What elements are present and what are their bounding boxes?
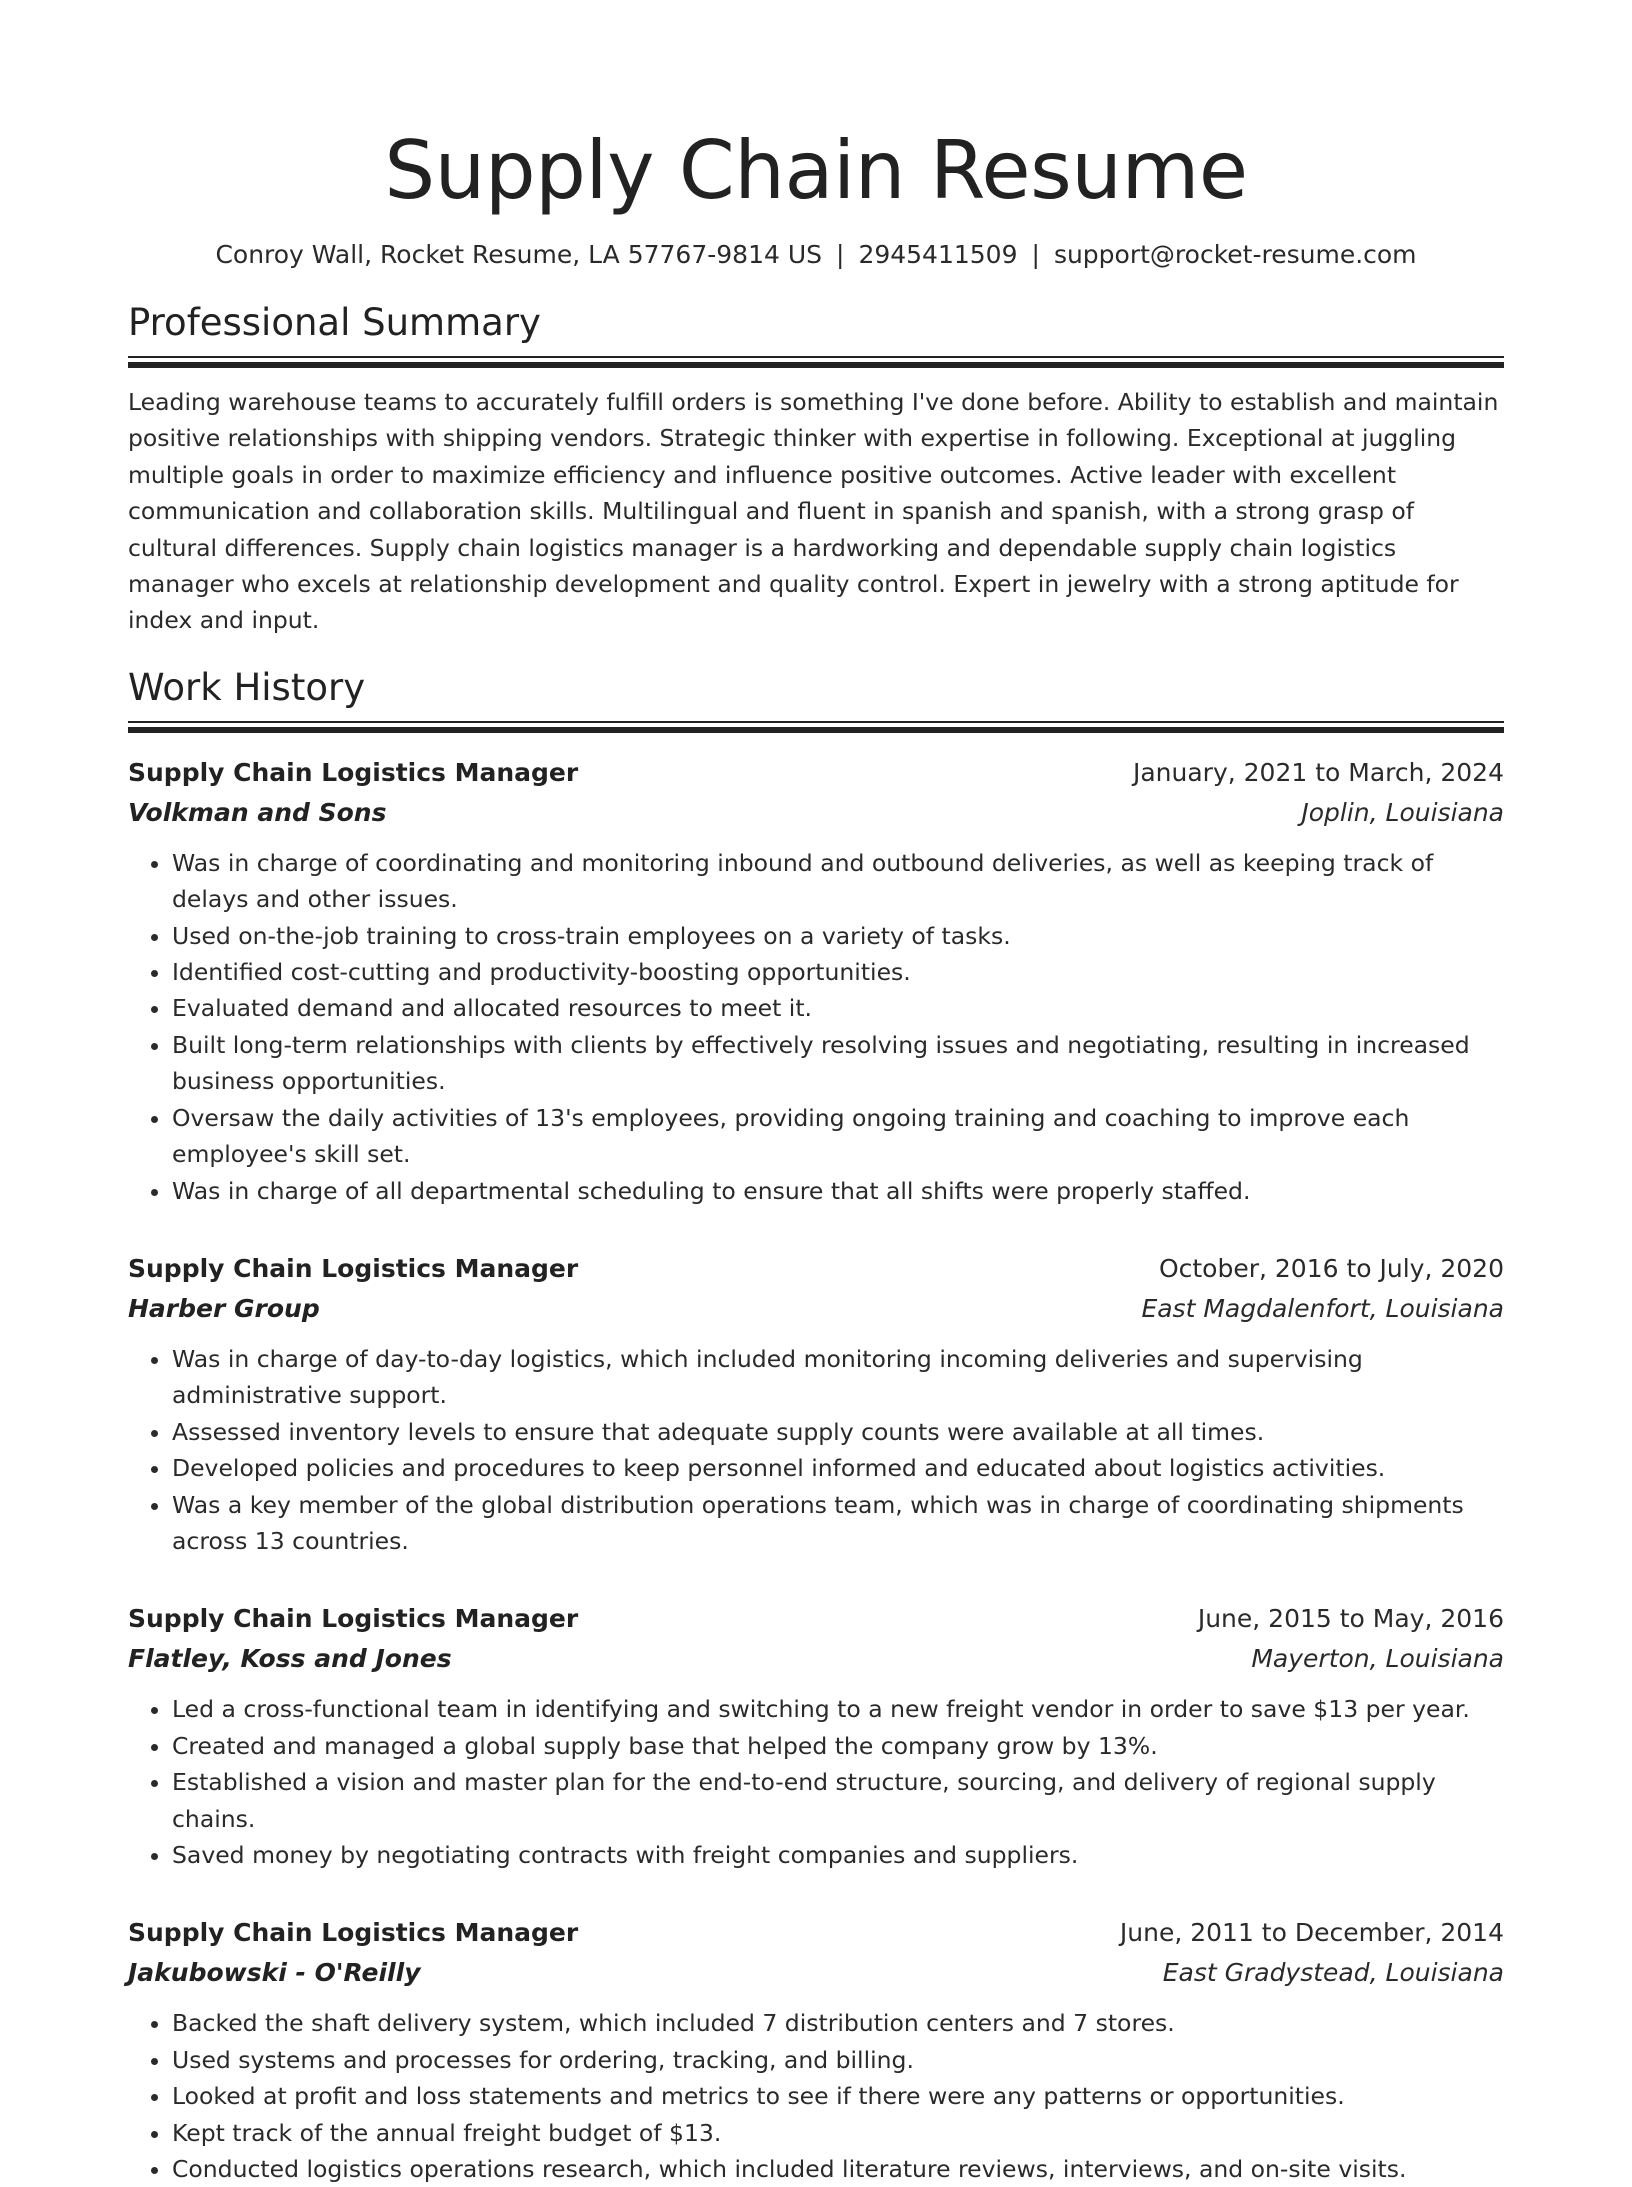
job-company: Harber Group — [128, 1293, 320, 1323]
job-title: Supply Chain Logistics Manager — [128, 757, 579, 787]
summary-text: Leading warehouse teams to accurately fulfill orders is something I've done before. Ability to establish and maintain positive relationships with shipping vendors. Strategic thinker with expertise in following. Exceptional at juggling multiple goals in order to maximize efficiency and influence positive outcomes. Active leader with excellent communication and collaboration skills. Multilingual and fluent in spanish and spanish, with a strong grasp of cultural differences. Supply chain logistics manager is a hardworking and dependable supply chain logistics manager who excels at relationship development and quality control. Expert in jewelry with a strong aptitude for index and input. — [128, 388, 1499, 635]
job-bullet: • Oversaw the daily activities of 13's employees, providing ongoing training and coaching to improve each employee's skill set. — [172, 1100, 1504, 1173]
job-dates: June, 2011 to December, 2014 — [1119, 1918, 1504, 1948]
job-bullet-list — [128, 1341, 1504, 1559]
job-entry — [128, 1249, 1504, 1559]
job-location: Mayerton, Louisiana — [1251, 1644, 1504, 1674]
job-company-row — [128, 1953, 1504, 1993]
work-history-section — [128, 665, 1504, 2187]
job-dates: January, 2021 to March, 2024 — [1132, 757, 1504, 787]
job-company-row — [128, 1639, 1504, 1679]
professional-summary-section — [128, 300, 1504, 639]
contact-phone: 2945411509 — [858, 240, 1018, 269]
section-heading-summary: Professional Summary — [128, 301, 541, 344]
job-bullet: • Built long-term relationships with clients by effectively resolving issues and negotiating, resulting in increased business opportunities. — [172, 1027, 1504, 1100]
job-entry — [128, 1913, 1504, 2187]
job-bullet: • Led a cross-functional team in identifying and switching to a new freight vendor in order to save $13 per year. — [172, 1691, 1504, 1727]
job-bullet: • Backed the shaft delivery system, which included 7 distribution centers and 7 stores. — [172, 2005, 1504, 2041]
contact-separator: | — [1031, 240, 1040, 269]
section-heading-work-history: Work History — [128, 665, 366, 709]
job-header-row — [128, 1913, 1504, 1953]
job-bullet: • Looked at profit and loss statements and metrics to see if there were any patterns or opportunities. — [172, 2078, 1504, 2114]
job-company-row — [128, 793, 1504, 833]
job-bullet-list — [128, 1691, 1504, 1873]
section-divider — [128, 721, 1504, 733]
resume-title: Supply Chain Resume — [384, 124, 1248, 217]
job-location: East Gradystead, Louisiana — [1162, 1958, 1504, 1988]
job-bullet: • Developed policies and procedures to keep personnel informed and educated about logistics activities. — [172, 1450, 1504, 1486]
job-bullet-list — [128, 2005, 1504, 2187]
job-dates: October, 2016 to July, 2020 — [1158, 1253, 1504, 1283]
job-bullet: • Kept track of the annual freight budget of $13. — [172, 2115, 1504, 2151]
contact-address: Conroy Wall, Rocket Resume, LA 57767-9814 US — [215, 240, 822, 269]
job-title: Supply Chain Logistics Manager — [128, 1253, 579, 1283]
job-header-row — [128, 1249, 1504, 1289]
job-bullet: • Conducted logistics operations research, which included literature reviews, interviews, and on-site visits. — [172, 2151, 1504, 2187]
resume-page — [128, 0, 1504, 2183]
job-location: East Magdalenfort, Louisiana — [1141, 1293, 1504, 1323]
job-title: Supply Chain Logistics Manager — [128, 1604, 579, 1634]
job-title: Supply Chain Logistics Manager — [128, 1918, 579, 1948]
job-location: Joplin, Louisiana — [1301, 797, 1504, 827]
job-bullet: • Was in charge of coordinating and monitoring inbound and outbound deliveries, as well as keeping track of delays and other issues. — [172, 845, 1504, 918]
job-bullet: • Used on-the-job training to cross-train employees on a variety of tasks. — [172, 918, 1504, 954]
job-entry — [128, 1599, 1504, 1873]
job-bullet: • Used systems and processes for ordering, tracking, and billing. — [172, 2042, 1504, 2078]
job-bullet: • Established a vision and master plan for the end-to-end structure, sourcing, and delivery of regional supply chains. — [172, 1764, 1504, 1837]
job-bullet: • Was a key member of the global distribution operations team, which was in charge of coordinating shipments across 13 countries. — [172, 1487, 1504, 1560]
job-bullet: • Evaluated demand and allocated resources to meet it. — [172, 990, 1504, 1026]
job-company-row — [128, 1289, 1504, 1329]
job-company: Volkman and Sons — [128, 797, 387, 827]
job-bullet: • Saved money by negotiating contracts with freight companies and suppliers. — [172, 1837, 1504, 1873]
job-header-row — [128, 1599, 1504, 1639]
job-header-row — [128, 753, 1504, 793]
contact-line — [128, 238, 1504, 272]
job-bullet: • Identified cost-cutting and productivity-boosting opportunities. — [172, 954, 1504, 990]
job-bullet: • Was in charge of all departmental scheduling to ensure that all shifts were properly staffed. — [172, 1173, 1504, 1209]
job-bullet: • Was in charge of day-to-day logistics, which included monitoring incoming deliveries and supervising administrative support. — [172, 1341, 1504, 1414]
job-bullet: • Assessed inventory levels to ensure that adequate supply counts were available at all times. — [172, 1414, 1504, 1450]
contact-email: support@rocket-resume.com — [1053, 240, 1417, 269]
job-entry — [128, 753, 1504, 1209]
job-company: Flatley, Koss and Jones — [128, 1644, 452, 1674]
job-bullet: • Created and managed a global supply base that helped the company grow by 13%. — [172, 1728, 1504, 1764]
job-bullet-list — [128, 845, 1504, 1209]
section-divider — [128, 356, 1504, 368]
job-company: Jakubowski - O'Reilly — [128, 1958, 421, 1988]
job-dates: June, 2015 to May, 2016 — [1197, 1604, 1504, 1634]
contact-separator: | — [836, 240, 845, 269]
